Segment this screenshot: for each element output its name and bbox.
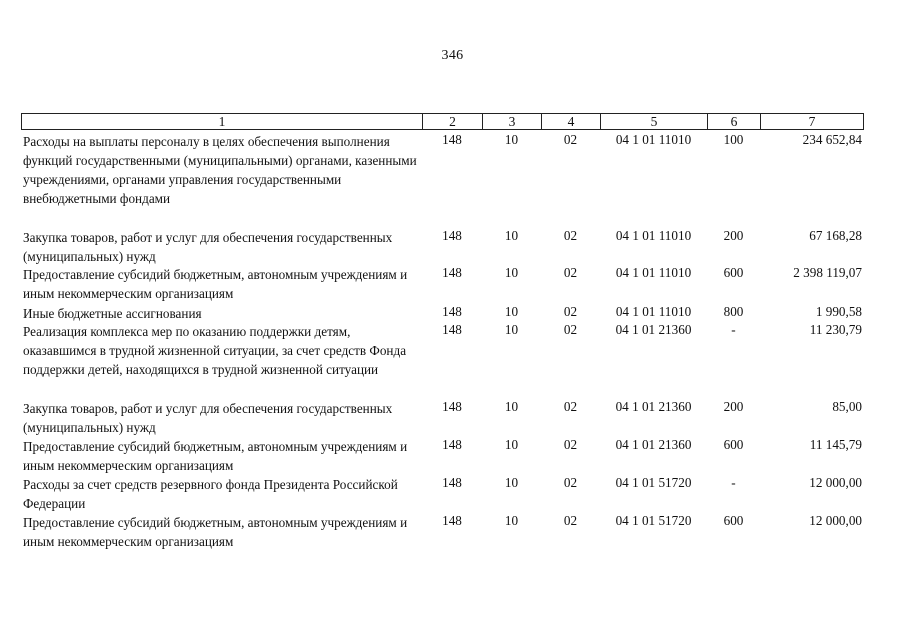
page-number: 346 <box>441 48 464 63</box>
row-col-6: - <box>731 475 736 490</box>
row-col-5: 04 1 01 11010 <box>615 132 692 147</box>
row-description: Расходы за счет средств резервного фонда Президента Российской Федерации <box>23 477 398 511</box>
row-col-5: 04 1 01 11010 <box>615 265 692 280</box>
row-col-6: 600 <box>723 437 744 452</box>
row-col-4: 02 <box>563 304 578 319</box>
header-col-3: 3 <box>483 114 542 129</box>
row-col-3: 10 <box>504 513 519 528</box>
row-col-4: 02 <box>563 399 578 414</box>
row-col-3: 10 <box>504 322 519 337</box>
header-col-5: 5 <box>601 114 708 129</box>
row-col-4: 02 <box>563 475 578 490</box>
row-col-5: 04 1 01 21360 <box>615 322 692 337</box>
row-col-2: 148 <box>442 304 462 319</box>
row-description: Предоставление субсидий бюджетным, автономным учреждениям и иным некоммерческим организациям <box>23 267 408 301</box>
row-col-7: 11 230,79 <box>809 322 862 337</box>
row-description: Предоставление субсидий бюджетным, автономным учреждениям и иным некоммерческим организациям <box>23 439 408 473</box>
row-col-6: 100 <box>723 132 744 147</box>
row-col-7: 11 145,79 <box>809 437 862 452</box>
row-description: Закупка товаров, работ и услуг для обеспечения государственных (муниципальных) нужд <box>23 230 393 264</box>
row-description: Закупка товаров, работ и услуг для обеспечения государственных (муниципальных) нужд <box>23 401 393 435</box>
row-description: Реализация комплекса мер по оказанию поддержки детям, оказавшимся в трудной жизненной ситуации, за счет средств Фонда поддержки детей, находящихся в трудной жизненной ситуации <box>23 324 407 377</box>
header-col-4: 4 <box>542 114 601 129</box>
row-col-3: 10 <box>504 304 519 319</box>
row-col-2: 148 <box>442 265 462 280</box>
row-col-7: 1 990,58 <box>815 304 862 319</box>
row-col-6: 200 <box>723 399 744 414</box>
header-col-2: 2 <box>423 114 483 129</box>
row-col-6: - <box>731 322 736 337</box>
row-col-4: 02 <box>563 265 578 280</box>
row-col-4: 02 <box>563 132 578 147</box>
row-col-3: 10 <box>504 132 519 147</box>
row-col-3: 10 <box>504 399 519 414</box>
row-col-5: 04 1 01 21360 <box>615 399 692 414</box>
row-col-2: 148 <box>442 228 462 243</box>
row-col-5: 04 1 01 11010 <box>615 304 692 319</box>
row-col-5: 04 1 01 21360 <box>615 437 692 452</box>
row-col-2: 148 <box>442 399 462 414</box>
row-col-5: 04 1 01 51720 <box>615 475 692 490</box>
row-col-2: 148 <box>442 132 462 147</box>
row-col-3: 10 <box>504 437 519 452</box>
row-col-2: 148 <box>442 513 462 528</box>
row-col-4: 02 <box>563 228 578 243</box>
row-col-3: 10 <box>504 475 519 490</box>
row-col-7: 12 000,00 <box>809 475 862 490</box>
row-col-7: 2 398 119,07 <box>793 265 862 280</box>
row-col-7: 234 652,84 <box>802 132 862 147</box>
row-col-5: 04 1 01 11010 <box>615 228 692 243</box>
row-description: Расходы на выплаты персоналу в целях обеспечения выполнения функций государственными (муниципальными) органами, казенными учреждениями, органами управления государственными внебюджетными фондами <box>23 134 417 206</box>
row-col-4: 02 <box>563 322 578 337</box>
header-col-7: 7 <box>808 114 816 129</box>
row-description: Предоставление субсидий бюджетным, автономным учреждениям и иным некоммерческим организациям <box>23 515 408 549</box>
row-col-7: 67 168,28 <box>809 228 862 243</box>
row-col-7: 85,00 <box>832 399 862 414</box>
row-col-6: 800 <box>723 304 744 319</box>
row-col-2: 148 <box>442 437 462 452</box>
row-col-2: 148 <box>442 322 462 337</box>
table-header <box>21 113 864 130</box>
row-col-3: 10 <box>504 265 519 280</box>
row-col-2: 148 <box>442 475 462 490</box>
row-col-3: 10 <box>504 228 519 243</box>
header-col-6: 6 <box>708 114 761 129</box>
row-description: Иные бюджетные ассигнования <box>23 306 202 321</box>
row-col-7: 12 000,00 <box>809 513 862 528</box>
header-col-1: 1 <box>22 114 423 129</box>
row-col-6: 600 <box>723 513 744 528</box>
row-col-5: 04 1 01 51720 <box>615 513 692 528</box>
row-col-6: 600 <box>723 265 744 280</box>
row-col-4: 02 <box>563 437 578 452</box>
row-col-4: 02 <box>563 513 578 528</box>
row-col-6: 200 <box>723 228 744 243</box>
